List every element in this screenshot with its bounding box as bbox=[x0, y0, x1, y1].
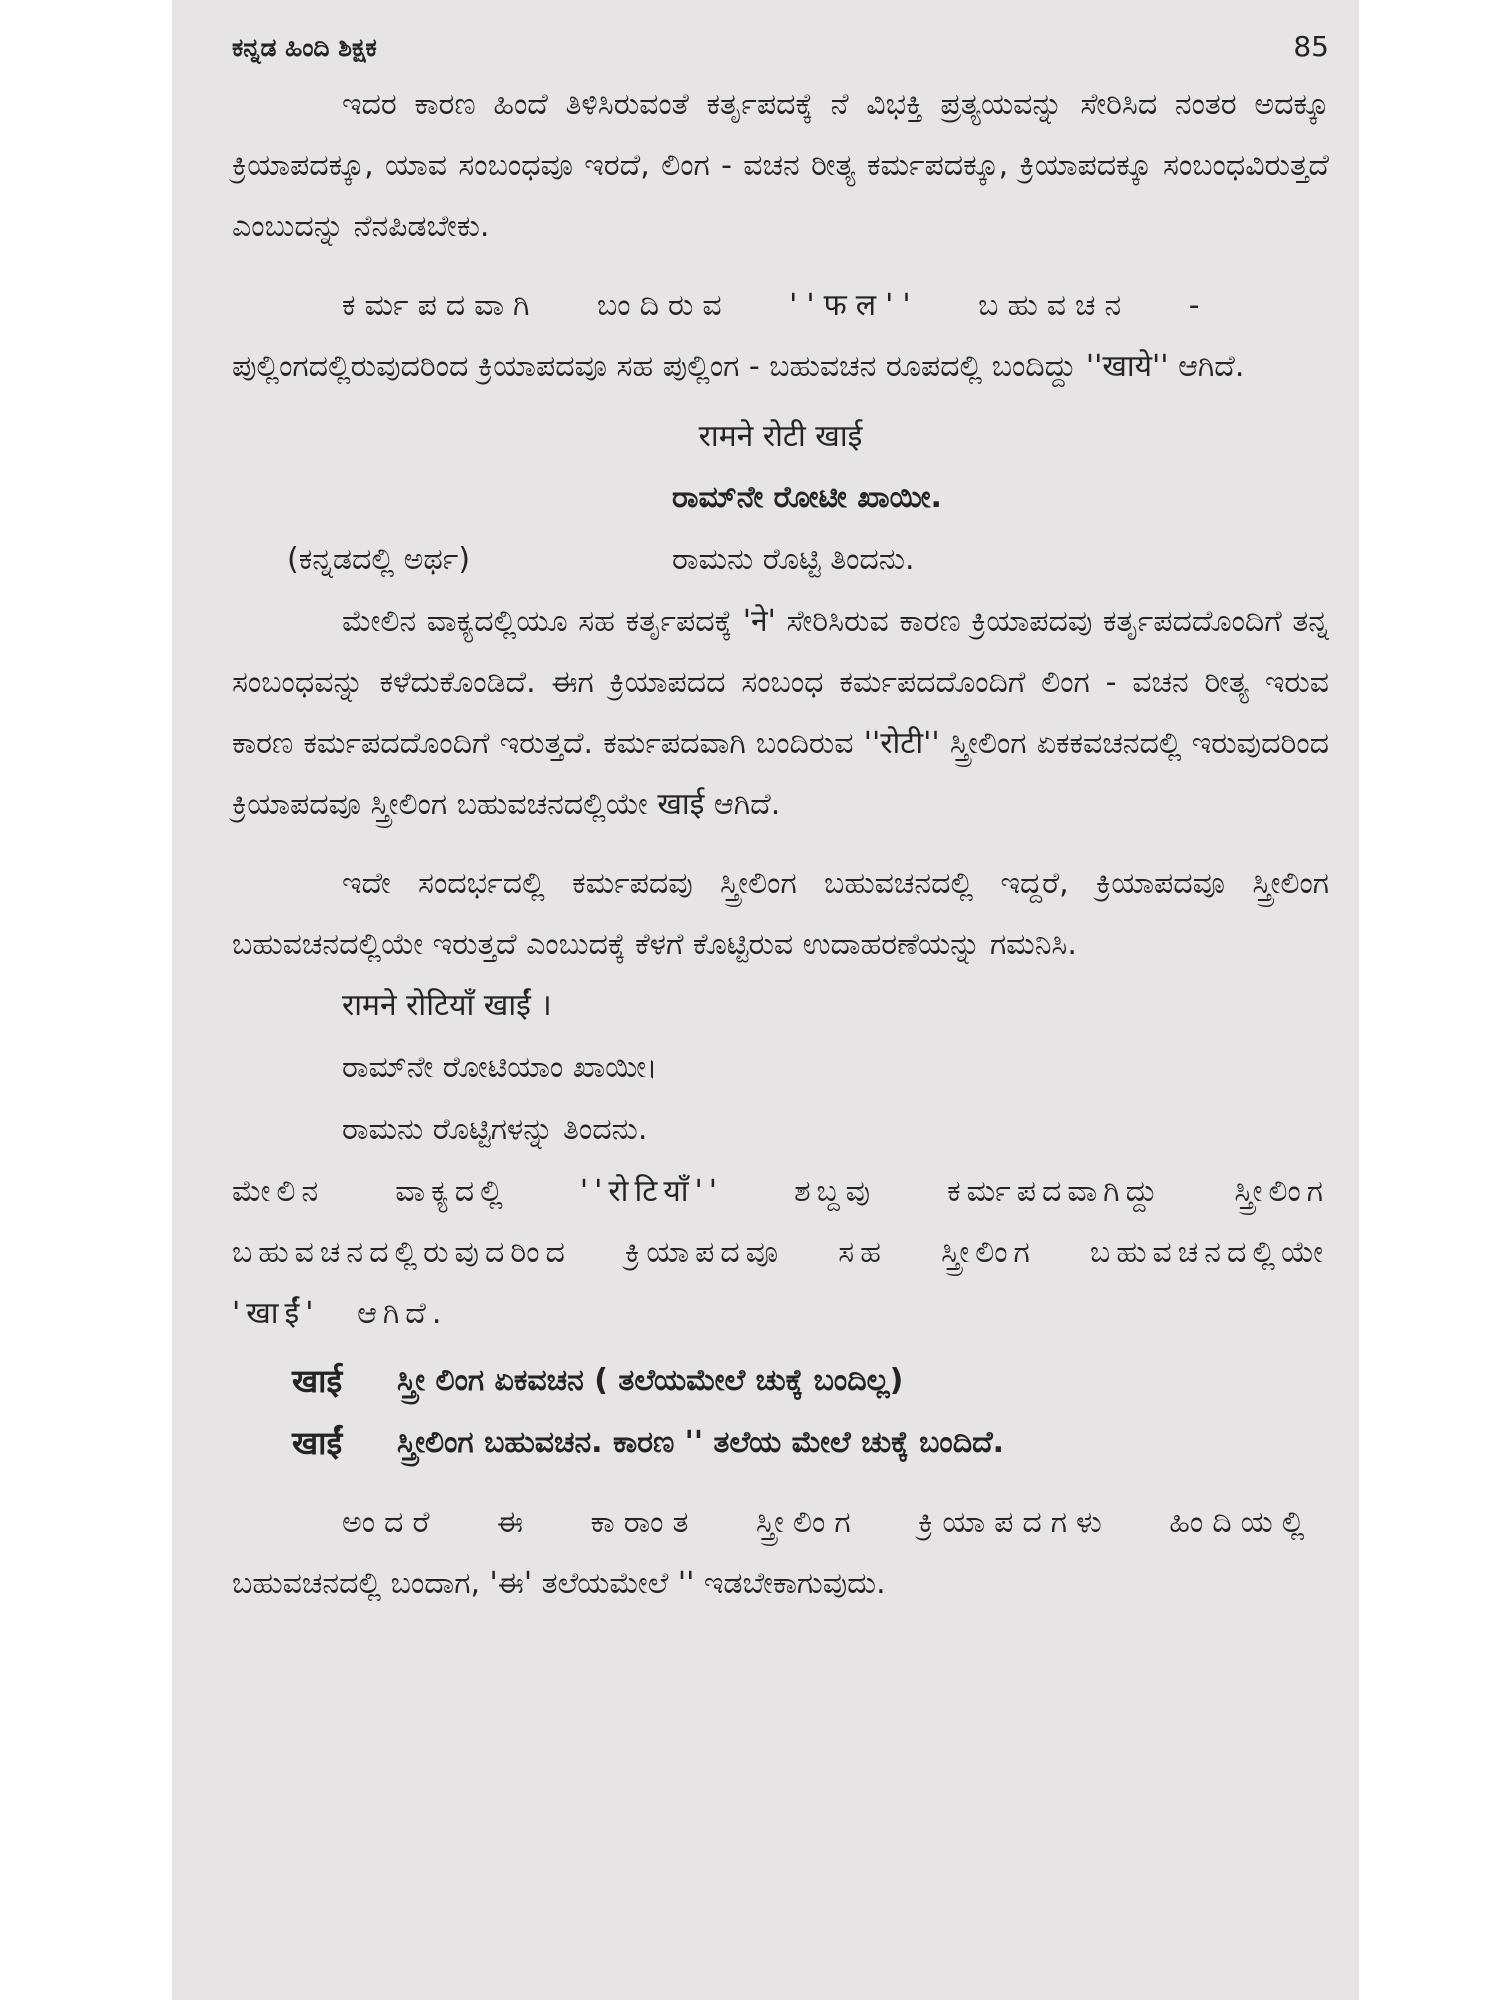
example-transliteration: ರಾಮ್‌ನೇ ರೋಟೀ ಖಾಯೀ. bbox=[672, 480, 942, 515]
definition-list bbox=[232, 1350, 1329, 1474]
definition-word: खाई bbox=[292, 1362, 343, 1400]
example-hindi: रामने रोटी खाई bbox=[698, 419, 863, 454]
paragraph: ಇದರ ಕಾರಣ ಹಿಂದೆ ತಿಳಿಸಿರುವಂತೆ ಕರ್ತೃಪದಕ್ಕೆ ನೆ ವಿಭಕ್ತಿ ಪ್ರತ್ಯಯವನ್ನು ಸೇರಿಸಿದ ನಂತರ ಅದಕ್ಕೂ ಕ್ರಿಯಾಪದಕ್ಕೂ, ಯಾವ ಸಂಬಂಧವೂ ಇರದೆ, ಲಿಂಗ - ವಚನ ರೀತ್ಯ ಕರ್ಮಪದಕ್ಕೂ, ಕ್ರಿಯಾಪದಕ್ಕೂ ಸಂಬಂಧವಿರುತ್ತದೆ ಎಂಬುದನ್ನು ನೆನಪಿಡಬೇಕು. bbox=[232, 87, 1329, 244]
paragraph: ಮೇಲಿನ ವಾಕ್ಯದಲ್ಲಿ ''रोटियाँ'' ಶಬ್ದವು ಕರ್ಮಪದವಾಗಿದ್ದು ಸ್ತ್ರೀಲಿಂಗ ಬಹುವಚನದಲ್ಲಿರುವುದರಿಂದ ಕ್ರಿಯಾಪದವೂ ಸಹ ಸ್ತ್ರೀಲಿಂಗ ಬಹುವಚನದಲ್ಲಿಯೇ 'खाईं' ಆಗಿದೆ. bbox=[232, 1174, 1329, 1331]
definition-row bbox=[232, 1412, 1329, 1474]
definition-text: ಸ್ತ್ರೀಲಿಂಗ ಬಹುವಚನ. ಕಾರಣ '' ತಲೆಯ ಮೇಲೆ ಚುಕ್ಕೆ ಬಂದಿದೆ. bbox=[397, 1425, 1005, 1460]
page-number: 85 bbox=[1293, 30, 1329, 63]
paragraph: ಪುಲ್ಲಿಂಗದಲ್ಲಿರುವುದರಿಂದ ಕ್ರಿಯಾಪದವೂ ಸಹ ಪುಲ್ಲಿಂಗ - ಬಹುವಚನ ರೂಪದಲ್ಲಿ ಬಂದಿದ್ದು ''खाये'' ಆಗಿದೆ. bbox=[232, 349, 1245, 384]
paragraph: ಬಹುವಚನದಲ್ಲಿ ಬಂದಾಗ, 'ಈ' ತಲೆಯಮೇಲೆ '' ಇಡಬೇಕಾಗುವುದು. bbox=[232, 1566, 886, 1601]
meaning-label: (ಕನ್ನಡದಲ್ಲಿ ಅರ್ಥ) bbox=[287, 542, 471, 577]
paragraph: ಕರ್ಮಪದವಾಗಿ ಬಂದಿರುವ ''फल'' ಬಹುವಚನ - bbox=[342, 288, 1209, 323]
page-header bbox=[232, 30, 1329, 74]
paragraph: ಇದೇ ಸಂದರ್ಭದಲ್ಲಿ ಕರ್ಮಪದವು ಸ್ತ್ರೀಲಿಂಗ ಬಹುವಚನದಲ್ಲಿ ಇದ್ದರೆ, ಕ್ರಿಯಾಪದವೂ ಸ್ತ್ರೀಲಿಂಗ ಬಹುವಚನದಲ್ಲಿಯೇ ಇರುತ್ತದೆ ಎಂಬುದಕ್ಕೆ ಕೆಳಗೆ ಕೊಟ್ಟಿರುವ ಉದಾಹರಣೆಯನ್ನು ಗಮನಿಸಿ. bbox=[232, 866, 1329, 962]
example-hindi: रामने रोटियाँ खाईं । bbox=[342, 988, 552, 1023]
definition-row bbox=[232, 1350, 1329, 1412]
paragraph: ಮೇಲಿನ ವಾಕ್ಯದಲ್ಲಿಯೂ ಸಹ ಕರ್ತೃಪದಕ್ಕೆ 'ने' ಸೇರಿಸಿರುವ ಕಾರಣ ಕ್ರಿಯಾಪದವು ಕರ್ತೃಪದದೊಂದಿಗೆ ತನ್ನ ಸಂಬಂಧವನ್ನು ಕಳೆದುಕೊಂಡಿದೆ. ಈಗ ಕ್ರಿಯಾಪದದ ಸಂಬಂಧ ಕರ್ಮಪದದೊಂದಿಗೆ ಲಿಂಗ - ವಚನ ರೀತ್ಯ ಇರುವ ಕಾರಣ ಕರ್ಮಪದದೊಂದಿಗೆ ಇರುತ್ತದೆ. ಕರ್ಮಪದವಾಗಿ ಬಂದಿರುವ ''रोटी'' ಸ್ತ್ರೀಲಿಂಗ ಏಕಕವಚನದಲ್ಲಿ ಇರುವುದರಿಂದ ಕ್ರಿಯಾಪದವೂ ಸ್ತ್ರೀಲಿಂಗ ಬಹುವಚನದಲ್ಲಿಯೇ खाई ಆಗಿದೆ. bbox=[232, 604, 1329, 822]
paragraph: ಅಂದರೆ ಈ ಕಾರಾಂತ ಸ್ತ್ರೀಲಿಂಗ ಕ್ರಿಯಾಪದಗಳು ಹಿಂದಿಯಲ್ಲಿ bbox=[342, 1505, 1314, 1540]
book-page bbox=[172, 0, 1359, 2000]
example-kannada: ರಾಮನು ರೊಟ್ಟಿ ತಿಂದನು. bbox=[672, 542, 915, 577]
definition-word: खाईं bbox=[292, 1424, 343, 1462]
example-transliteration: ರಾಮ್‌ನೇ ರೋಟಿಯಾಂ ಖಾಯೀ। bbox=[342, 1050, 658, 1085]
example-kannada: ರಾಮನು ರೊಟ್ಟಿಗಳನ್ನು ತಿಂದನು. bbox=[342, 1112, 648, 1147]
example-meaning-row bbox=[232, 529, 1329, 591]
definition-text: ಸ್ತ್ರೀ ಲಿಂಗ ಏಕವಚನ ( ತಲೆಯಮೇಲೆ ಚುಕ್ಕೆ ಬಂದಿಲ್ಲ) bbox=[397, 1363, 904, 1398]
running-title: ಕನ್ನಡ ಹಿಂದಿ ಶಿಕ್ಷಕ bbox=[232, 33, 377, 62]
